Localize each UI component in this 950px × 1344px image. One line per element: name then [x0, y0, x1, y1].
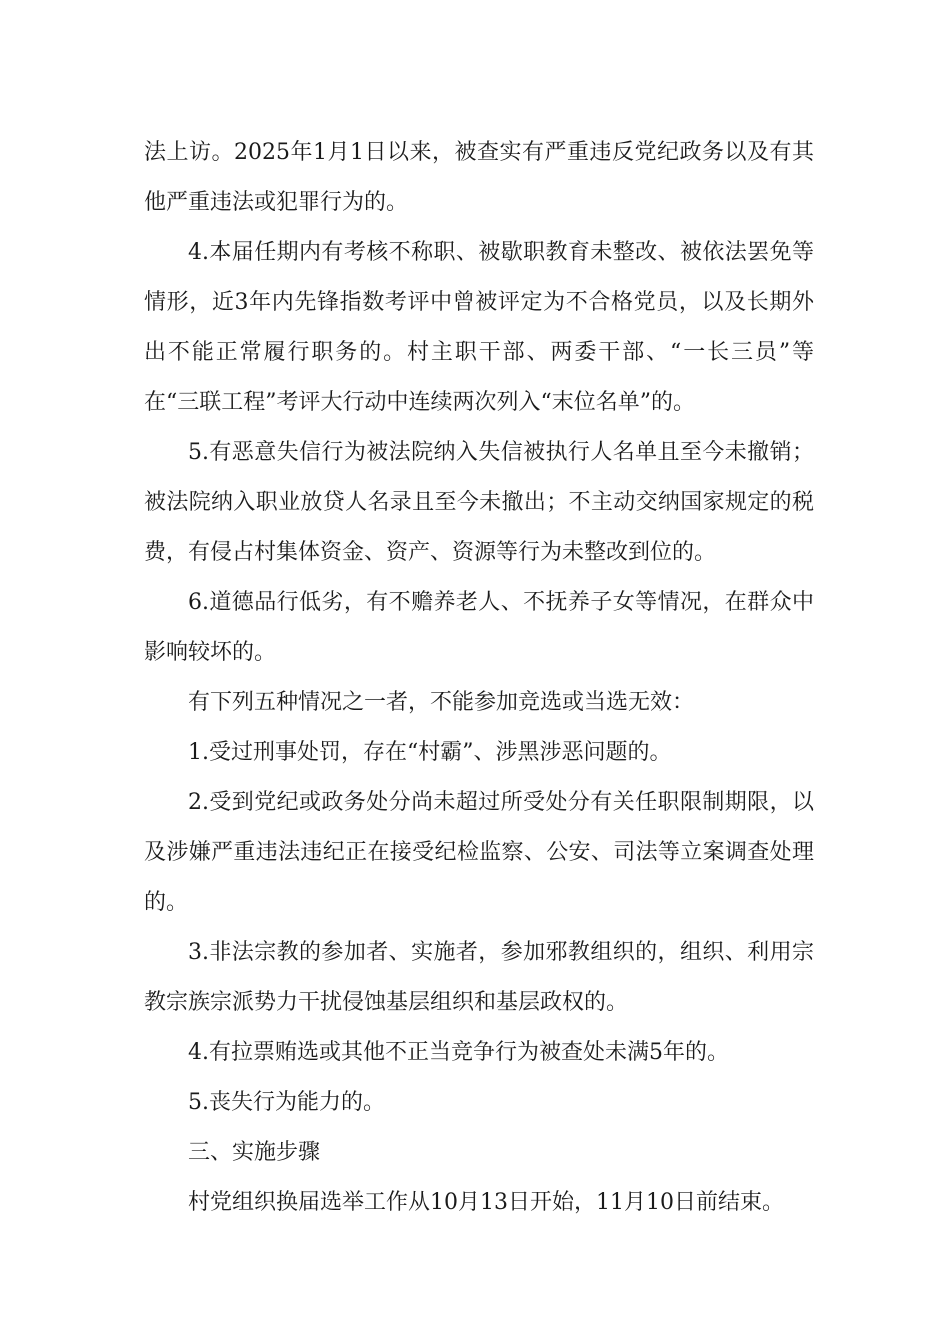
paragraph-disqualify-2: 2.受到党纪或政务处分尚未超过所受处分有关任职限制期限，以及涉嫌严重违法违纪正在接受纪检监察、公安、司法等立案调查处理的。	[144, 790, 814, 915]
paragraph-item-6: 6.道德品行低劣，有不赡养老人、不抚养子女等情况，在群众中影响较坏的。	[144, 590, 814, 665]
paragraph-item-5: 5.有恶意失信行为被法院纳入失信被执行人名单且至今未撤销；被法院纳入职业放贷人名录且至今未撤出；不主动交纳国家规定的税费，有侵占村集体资金、资产、资源等行为未整改到位的。	[144, 440, 814, 565]
paragraph-continuation: 法上访。2025年1月1日以来，被查实有严重违反党纪政务以及有其他严重违法或犯罪行为的。	[144, 140, 814, 215]
paragraph-disqualify-5: 5.丧失行为能力的。	[188, 1090, 385, 1115]
document-body	[144, 128, 814, 1228]
paragraph-disqualify-4: 4.有拉票贿选或其他不正当竞争行为被查处未满5年的。	[188, 1040, 729, 1065]
paragraph-disqualify-3: 3.非法宗教的参加者、实施者，参加邪教组织的，组织、利用宗教宗族宗派势力干扰侵蚀基层组织和基层政权的。	[144, 940, 814, 1015]
paragraph-item-4: 4.本届任期内有考核不称职、被歇职教育未整改、被依法罢免等情形，近3年内先锋指数考评中曾被评定为不合格党员，以及长期外出不能正常履行职务的。村主职干部、两委干部、“一长三员”等在“三联工程”考评大行动中连续两次列入“末位名单”的。	[144, 240, 814, 415]
paragraph-intro-disqualify: 有下列五种情况之一者，不能参加竞选或当选无效：	[188, 690, 695, 715]
section-heading: 三、实施步骤	[188, 1140, 321, 1165]
paragraph-schedule: 村党组织换届选举工作从10月13日开始，11月10日前结束。	[188, 1190, 784, 1215]
paragraph-disqualify-1: 1.受过刑事处罚，存在“村霸”、涉黑涉恶问题的。	[188, 740, 672, 765]
